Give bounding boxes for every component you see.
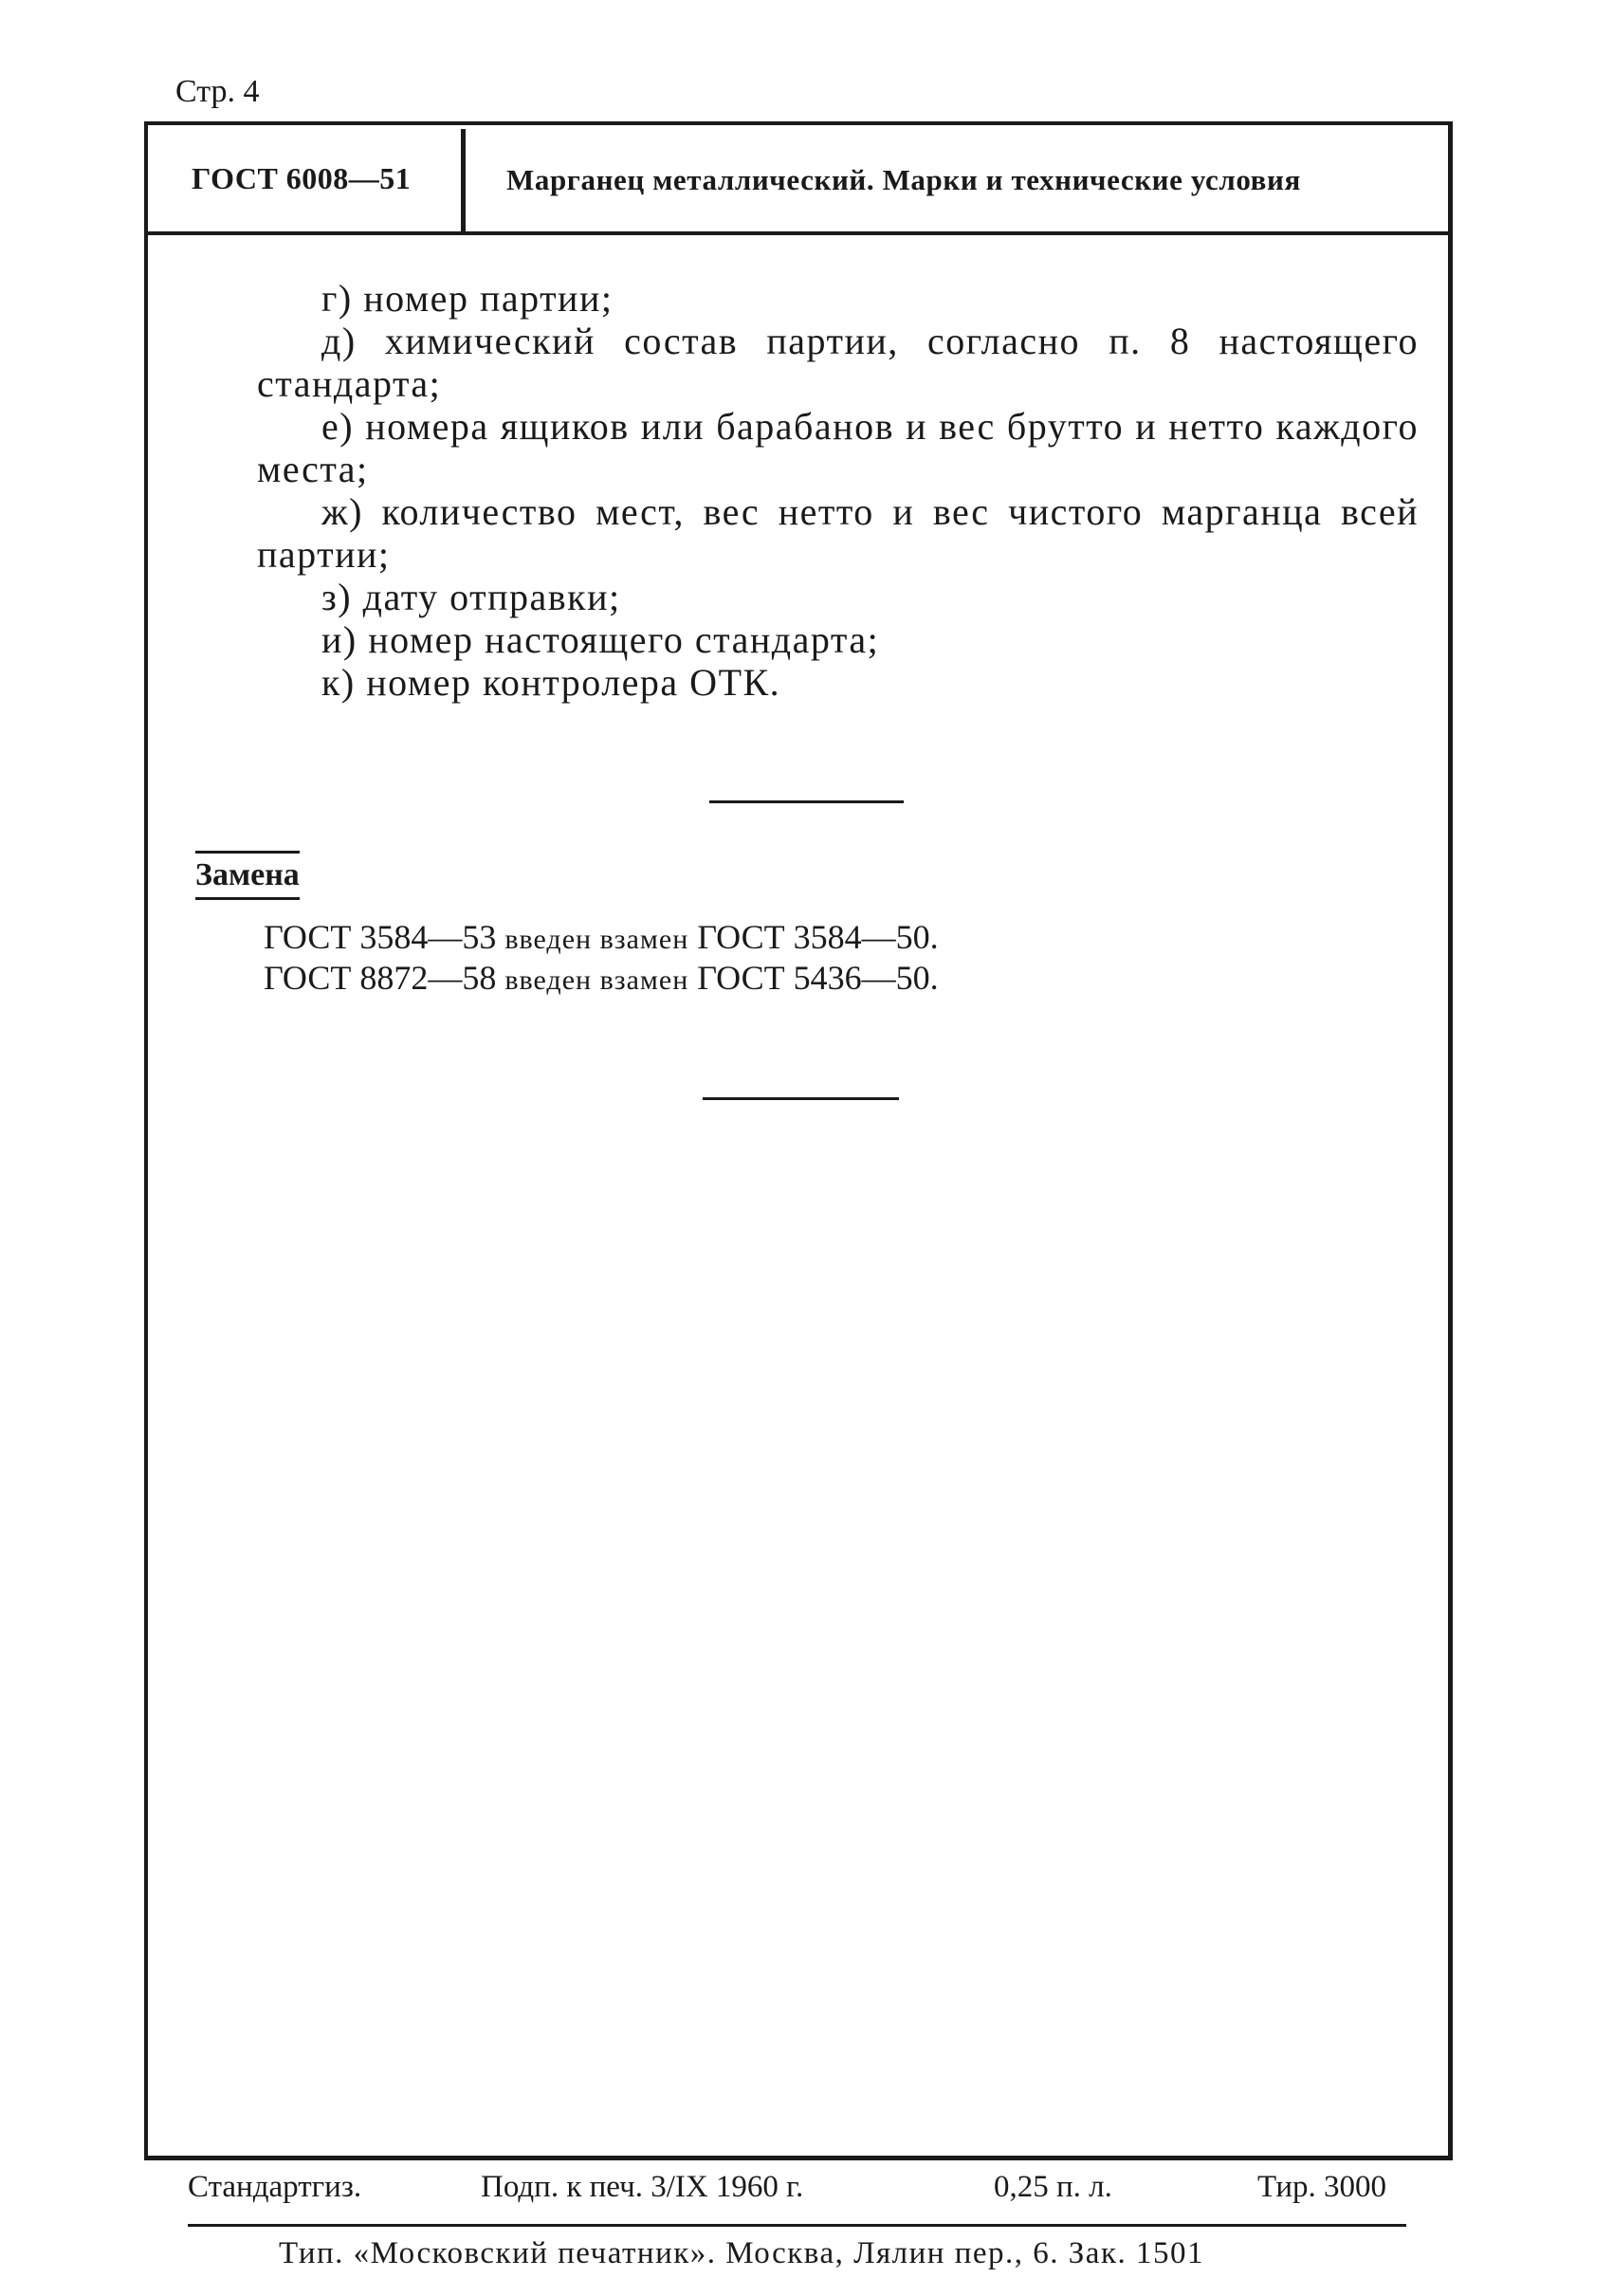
new-standard: ГОСТ 3584—53 xyxy=(264,918,497,956)
list-item: з) дату отправки; xyxy=(321,576,621,618)
replacement-heading: Замена xyxy=(195,851,300,900)
list-item: и) номер настоящего стандарта; xyxy=(321,618,880,661)
page-frame xyxy=(144,121,1453,2160)
old-standard: ГОСТ 5436—50. xyxy=(697,959,939,997)
replacement-note: введен взамен xyxy=(504,924,689,955)
section-divider xyxy=(709,800,904,803)
old-standard: ГОСТ 3584—50. xyxy=(697,918,939,956)
replacement-row xyxy=(264,918,939,959)
page-number: Стр. 4 xyxy=(175,74,260,109)
replacement-note: введен взамен xyxy=(504,964,689,996)
replacement-row xyxy=(264,959,939,1000)
publisher: Стандартгиз. xyxy=(188,2170,362,2204)
list-item: г) номер партии; xyxy=(321,277,614,320)
section-divider xyxy=(703,1097,899,1100)
list-item: е) номера ящиков или барабанов и вес брутто и нетто каждого места; xyxy=(257,405,1419,490)
list-item: к) номер контролера ОТК. xyxy=(321,661,781,704)
footer-divider xyxy=(188,2224,1406,2227)
list-item: ж) количество мест, вес нетто и вес чистого марганца всей партии; xyxy=(257,490,1419,576)
printer-info: Тип. «Московский печатник». Москва, Лялин пер., 6. Зак. 1501 xyxy=(279,2236,1204,2270)
print-run: Тир. 3000 xyxy=(1257,2170,1386,2204)
new-standard: ГОСТ 8872—58 xyxy=(264,959,497,997)
replacement-list xyxy=(264,918,939,1000)
sheet-count: 0,25 п. л. xyxy=(994,2170,1112,2204)
header-divider xyxy=(461,129,466,233)
list-item: д) химический состав партии, согласно п. 8 настоящего стандарта; xyxy=(257,320,1419,405)
standard-title: Марганец металлический. Марки и технические условия xyxy=(506,163,1301,196)
marking-list xyxy=(257,277,1419,704)
standard-code: ГОСТ 6008—51 xyxy=(192,161,412,195)
standard-header xyxy=(148,125,1448,235)
signed-date: Подп. к печ. 3/IX 1960 г. xyxy=(481,2170,804,2204)
